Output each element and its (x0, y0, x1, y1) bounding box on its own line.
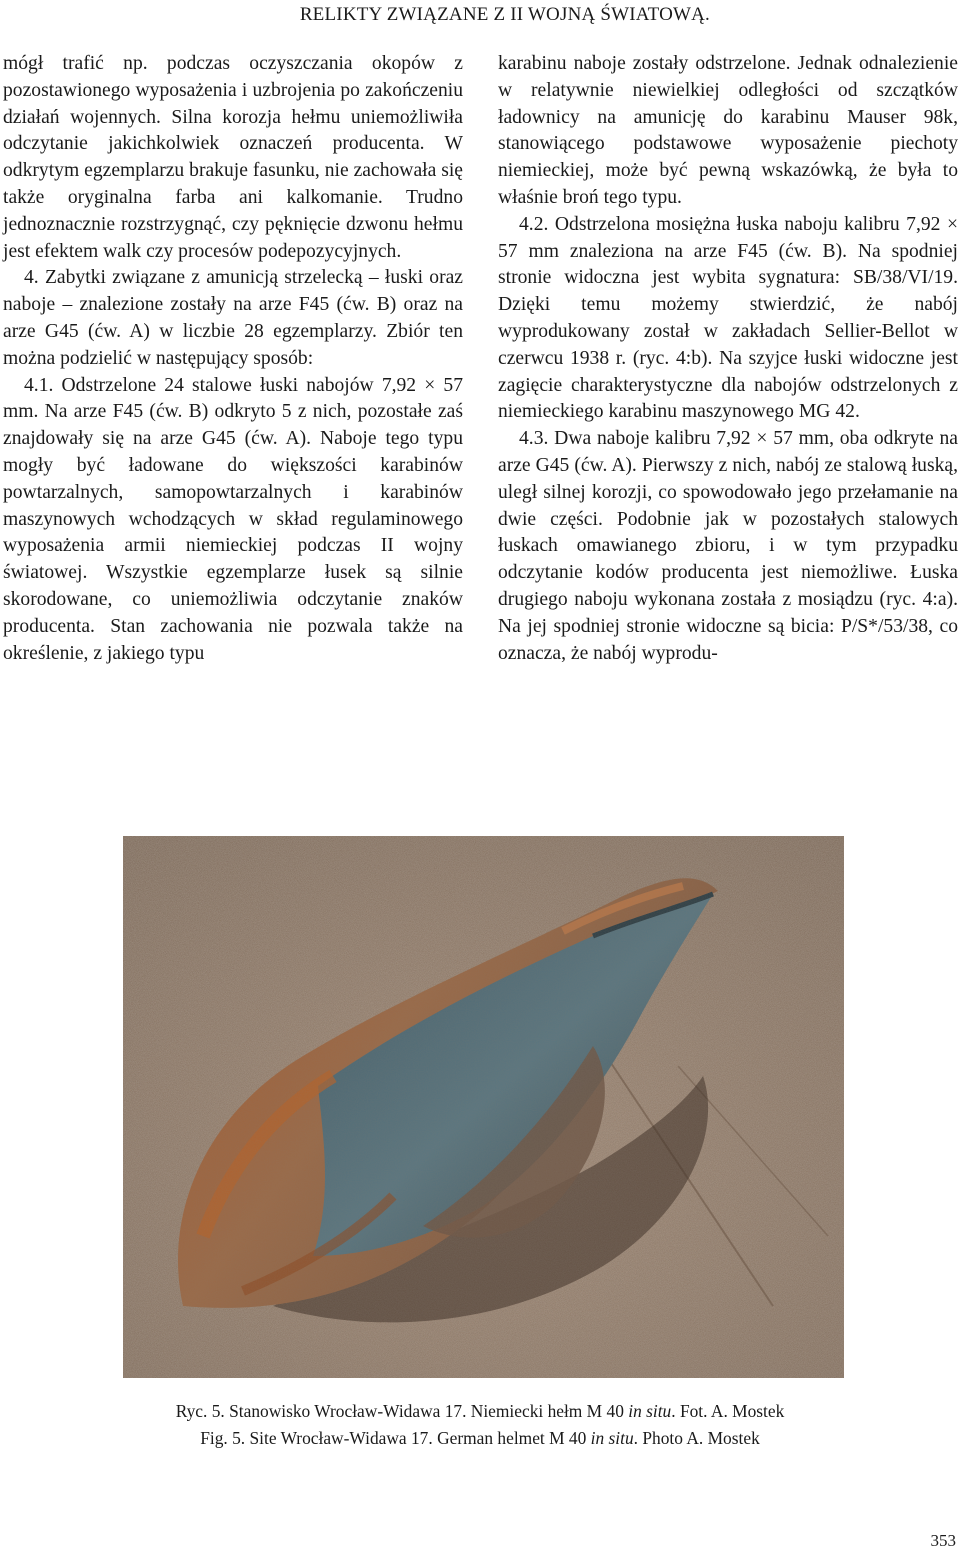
right-column (498, 51, 958, 667)
figure-caption-polish (0, 1401, 960, 1422)
paragraph-helmet-continued: mógł trafić np. podczas oczyszczania okopów z pozostawionego wyposażenia i uzbrojenia po zakończeniu działań wojennych. Silna korozja hełmu uniemożliwiła odczytanie jakichkolwiek oznaczeń producenta. W odkrytym egzemplarzu brakuje fasunku, nie zachowała się także oryginalna farba ani kalkomanie. Trudno jednoznacznie rozstrzygnąć, czy pęknięcie dzwonu hełmu jest efektem walk czy procesów podepozycyjnych. (3, 53, 463, 262)
paragraph-section-4-2: 4.2. Odstrzelona mosiężna łuska naboju kalibru 7,92 × 57 mm znaleziona na arze F45 (ćw. B). Na spodniej stronie widoczna jest wybita sygnatura: SB/38/VI/19. Dzięki temu możemy stwierdzić, że nabój wyprodukowany został w zakładach Sellier-Bellot w czerwcu 1938 r. (ryc. 4:b). Na szyjce łuski widoczne jest zagięcie charakterystyczne dla nabojów odstrzelonych z niemieckiego karabinu maszynowego MG 42. (498, 213, 958, 423)
paragraph-section-4-1: 4.1. Odstrzelone 24 stalowe łuski nabojów 7,92 × 57 mm. Na arze F45 (ćw. B) odkryto 5 z nich, pozostałe zaś znajdowały się na arze G45 (ćw. A). Naboje tego typu mogły być ładowane do większości karabinów powtarzalnych, samopowtarzalnych i karabinów maszynowych wchodzących w skład regulaminowego wyposażenia armii niemieckiej podczas II wojny światowej. Wszystkie egzemplarze łusek są silnie skorodowane, co uniemożliwia odczytanie znaków producenta. Stan zachowania nie pozwala także na określenie, z jakiego typu (3, 374, 463, 664)
caption-en-italic: in situ (590, 1428, 634, 1448)
paragraph-section-4: 4. Zabytki związane z amunicją strzelecką – łuski oraz naboje – znalezione zostały na arze F45 (ćw. B) oraz na arze G45 (ćw. A) w liczbie 28 egzemplarzy. Zbiór ten można podzielić w następujący sposób: (3, 267, 463, 369)
left-column (3, 51, 463, 667)
page-number: 353 (930, 1531, 956, 1550)
paragraph-section-4-1-continued: karabinu naboje zostały odstrzelone. Jednak odnalezienie w relatywnie niewielkiej odległości od szczątków ładownicy na amunicję do karabinu Mauser 98k, stanowiącego podstawowe wyposażenie piechoty niemieckiej, może być pewną wskazówką, że była to właśnie broń tego typu. (498, 53, 958, 208)
running-title: RELIKTY ZWIĄZANE Z II WOJNĄ ŚWIATOWĄ. (299, 4, 710, 25)
caption-pl-text: Ryc. 5. Stanowisko Wrocław-Widawa 17. Niemiecki hełm M 40 (175, 1401, 629, 1421)
paragraph-section-4-3: 4.3. Dwa naboje kalibru 7,92 × 57 mm, oba odkryte na arze G45 (ćw. A). Pierwszy z nich, nabój ze stalową łuską, uległ silnej korozji, co spowodowało jego przełamanie na dwie części. Podobnie jak w pozostałych stalowych łuskach omawianego zbioru, i w tym przypadku odczytanie kodów producenta jest niemożliwe. Łuska drugiego naboju wykonana została z mosiądzu (ryc. 4:a). Na jej spodniej stronie widoczne są bicia: P/S*/53/38, co oznacza, że nabój wyprodu- (498, 428, 958, 664)
figure-caption-english (0, 1428, 960, 1449)
caption-pl-credit: . Fot. A. Mostek (671, 1401, 785, 1421)
caption-pl-italic: in situ (628, 1401, 672, 1421)
caption-en-credit: . Photo A. Mostek (633, 1428, 760, 1448)
helmet-photo (123, 836, 844, 1378)
caption-en-text: Fig. 5. Site Wrocław-Widawa 17. German helmet M 40 (200, 1428, 591, 1448)
helmet-in-situ-illustration (123, 836, 844, 1378)
